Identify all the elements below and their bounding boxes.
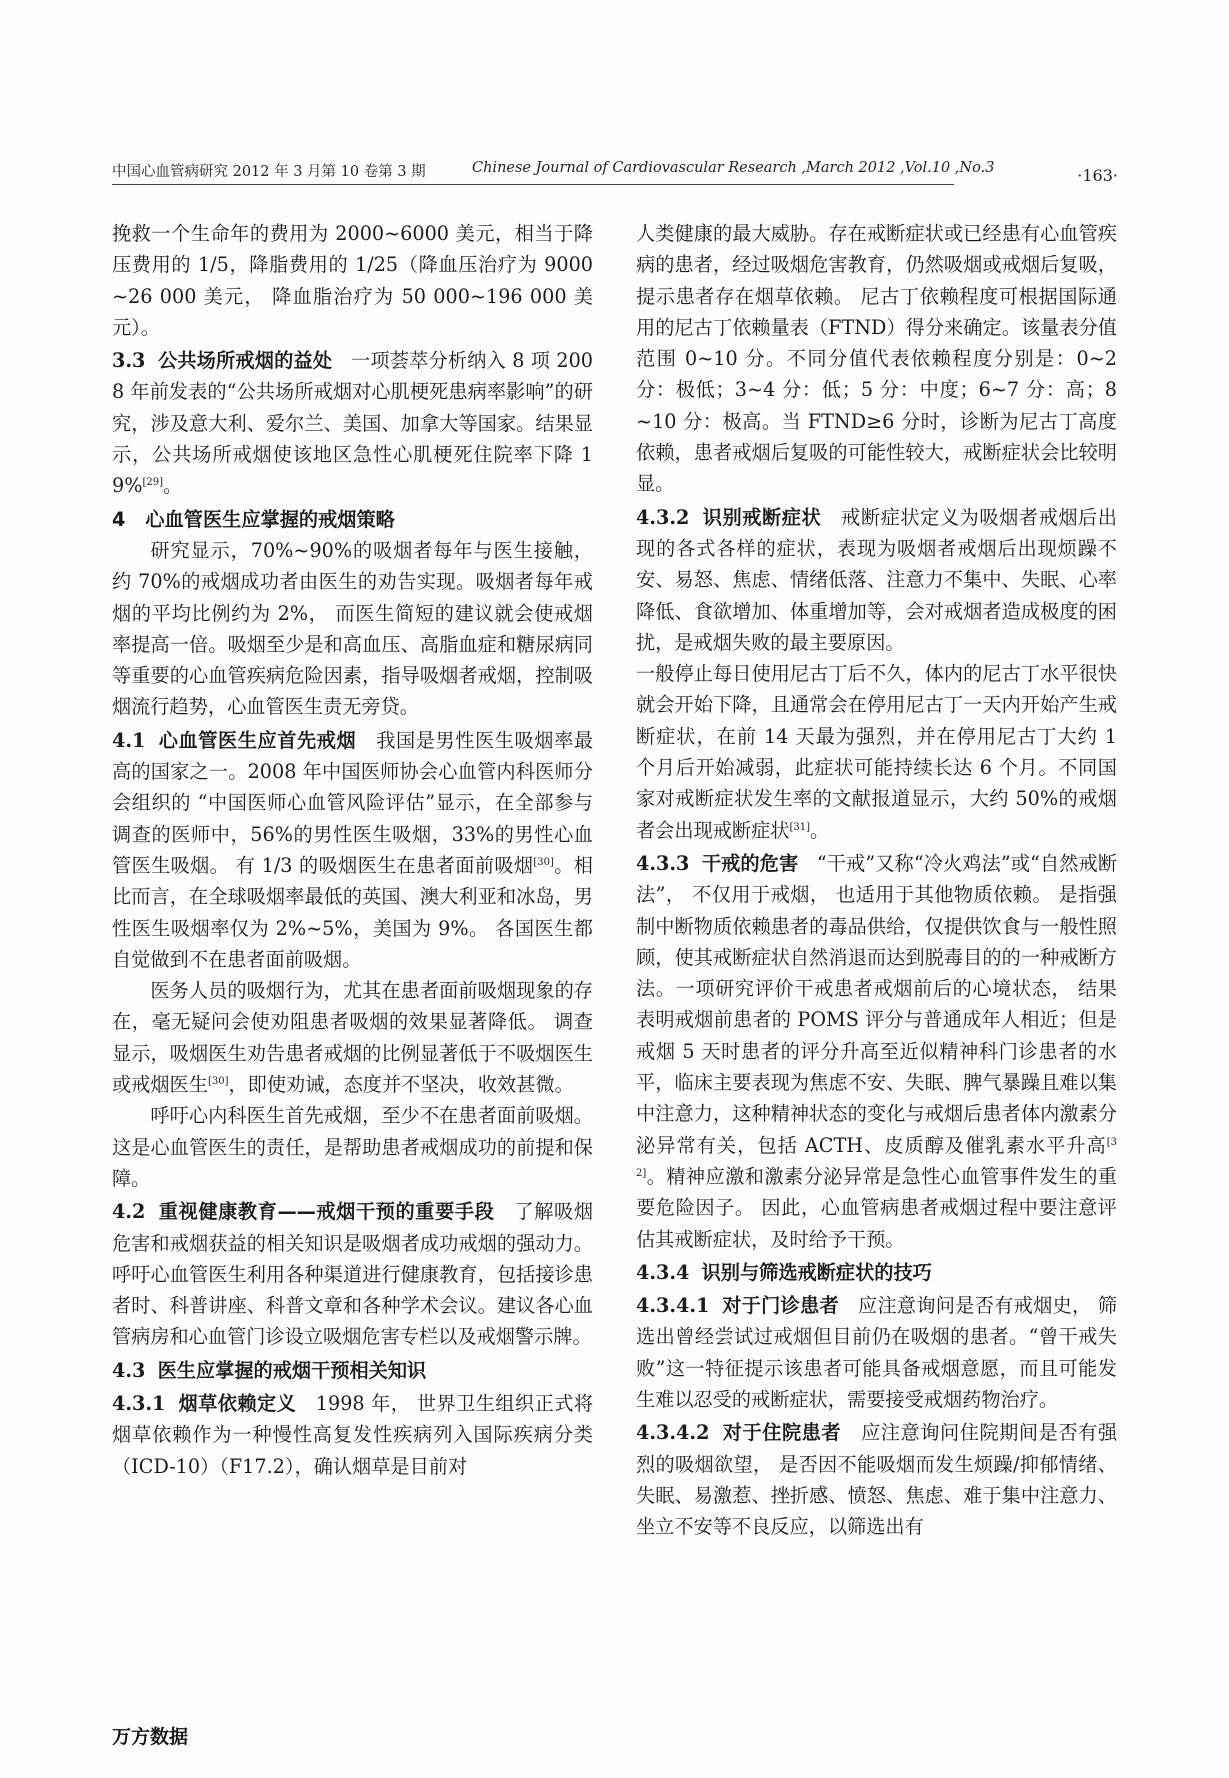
section-title: 对于住院患者 [722,1421,842,1445]
section-4-3-4-1 [636,1290,1117,1415]
section-title: 识别戒断症状 [702,505,822,529]
section-number: 4.3.1 [112,1391,166,1415]
paragraph-text: “干戒”又称“冷火鸡法”或“自然戒断法”， 不仅用于戒烟， 也适用于其他物质依赖。 是指强制中断物质依赖患者的毒品供给，仅提供饮食与一般性照顾，使其戒断症状自然消退而达到脱毒目的的一种戒断方法。一项研究评价干戒患者戒烟前后的心境状态， 结果表明戒烟前患者的 POMS 评分与普通成年人相近；但是戒烟 5 天时患者的评分升高至近似精神科门诊患者的水平，临床主要表现为焦虑不安、失眠、脾气暴躁且难以集中注意力，这种精神状态的变化与戒烟后患者体内激素分泌异常有关，包括 ACTH、皮质醇及催乳素水平升高 [636,851,1118,1157]
section-title: 烟草依赖定义 [178,1391,297,1415]
section-number: 4.3.4 [636,1260,690,1284]
paragraph: 挽救一个生命年的费用为 2000~6000 美元，相当于降压费用的 1/5，降脂费用的 1/25（降血压治疗为 9000~26 000 美元， 降血脂治疗为 50 000~196 000 美元）。 [112,222,593,339]
paragraph: 一般停止每日使用尼古丁后不久，体内的尼古丁水平很快就会开始下降，且通常会在停用尼古丁一天内开始产生戒断症状，在前 14 天最为强烈，并在停用尼古丁大约 1 个月后开始减弱，此症状可能持续长达 6 个月。不同国家对戒断症状发生率的文献报道显示，大约 50%的戒烟者会出现戒断症状[31]。 [636,662,1117,842]
paragraph-text: 我国是男性医生吸烟率最高的国家之一。2008 年中国医师协会心血管内科医师分会组织的 “中国医师心血管风险评估”显示，在全部参与调查的医师中，56%的男性医生吸烟，33%的男性心血管医生吸烟。 有 1/3 的吸烟医生在患者面前吸烟 [112,728,594,877]
section-number: 3.3 [112,349,146,373]
section-4-3-4 [636,1257,1117,1288]
section-title: 重视健康教育——戒烟干预的重要手段 [158,1200,495,1224]
paragraph-text: 1998 年， 世界卫生组织正式将烟草依赖作为一种慢性高复发性疾病列入国际疾病分类（ICD-10）（F17.2），确认烟草是目前对 [112,1391,594,1478]
section-title: 干戒的危害 [701,851,799,875]
page-number: ·163· [1077,166,1118,185]
section-number: 4.3.4.2 [636,1421,710,1445]
paragraph: 人类健康的最大威胁。存在戒断症状或已经患有心血管疾病的患者，经过吸烟危害教育，仍然吸烟或戒烟后复吸，提示患者存在烟草依赖。 尼古丁依赖程度可根据国际通用的尼古丁依赖量表（FTND）得分来确定。该量表分值范围 0~10 分。不同分值代表依赖程度分别是：0~2 分：极低；3~4 分：低；5 分：中度；6~7 分：高；8~10 分：极高。当 FTND≥6 分时，诊断为尼古丁高度依赖，患者戒烟后复吸的可能性较大，戒断症状会比较明显。 [636,222,1117,496]
section-number: 4.3 [112,1358,146,1382]
paragraph: 研究显示，70%~90%的吸烟者每年与医生接触，约 70%的戒烟成功者由医生的劝告实现。吸烟者每年戒烟的平均比例约为 2%， 而医生简短的建议就会使戒烟率提高一倍。吸烟至少是和高血压、高脂血症和糖尿病同等重要的心血管疾病危险因素，指导吸烟者戒烟，控制吸烟流行趋势，心血管医生责无旁贷。 [112,538,593,719]
citation: [32] [636,1136,1117,1179]
section-3-3: 3.3 公共场所戒烟的益处 一项荟萃分析纳入 8 项 2008 年前发表的“公共场所戒烟对心肌梗死患病率影响”的研究，涉及意大利、爱尔兰、美国、加拿大等国家。结果显示，公共场所戒烟使该地区急性心肌梗死住院率下降 19%[29]。 [112,349,593,498]
section-number: 4.3.4.1 [636,1294,710,1318]
section-4-3-2 [636,502,1117,658]
section-4-2 [112,1196,593,1352]
section-4-3-1 [112,1388,593,1482]
paragraph-text: 戒断症状定义为吸烟者戒烟后出现的各式各样的症状，表现为吸烟者戒烟后出现烦躁不安、易怒、焦虑、情绪低落、注意力不集中、失眠、心率降低、食欲增加、体重增加等，会对戒烟者造成极度的困扰，是戒烟失败的最主要原因。 [636,505,1117,654]
paragraph: 呼吁心内科医生首先戒烟，至少不在患者面前吸烟。这是心血管医生的责任，是帮助患者戒烟成功的前提和保障。 [112,1104,593,1190]
section-4-3-4-2 [636,1417,1117,1542]
paragraph-text: 应注意询问是否有戒烟史， 筛选出曾经尝试过戒烟但目前仍在吸烟的患者。“曾干戒失败”这一特征提示该患者可能具备戒烟意愿，而且可能发生难以忍受的戒断症状，需要接受戒烟药物治疗。 [636,1294,1117,1411]
section-4-1: 4.1 心血管医生应首先戒烟 我国是男性医生吸烟率最高的国家之一。2008 年中国医师协会心血管内科医师分会组织的 “中国医师心血管风险评估”显示，在全部参与调查的医师中，56%的男性医生吸烟，33%的男性心血管医生吸烟。 有 1/3 的吸烟医生在患者面前吸烟[30]。相比而言，在全球吸烟率最低的英国、澳大利亚和冰岛，男性医生吸烟率仅为 2%~5%，美国为 9%。 各国医生都自觉做到不在患者面前吸烟。 [112,728,594,971]
citation: [29] [142,477,163,489]
paragraph-text: 了解吸烟危害和戒烟获益的相关知识是吸烟者成功戒烟的强动力。呼吁心血管医生利用各种渠道进行健康教育，包括接诊患者时、科普讲座、科普文章和各种学术会议。建议各心血管病房和心血管门诊设立吸烟危害专栏以及戒烟警示牌。 [112,1200,594,1349]
section-number: 4.3.3 [636,851,690,875]
citation: [30] [533,856,554,868]
paragraph-text: 一项荟萃分析纳入 8 项 2008 年前发表的“公共场所戒烟对心肌梗死患病率影响”的研究，涉及意大利、爱尔兰、美国、加拿大等国家。结果显示，公共场所戒烟使该地区急性心肌梗死住院率下降 19% [112,349,593,498]
section-title: 医生应掌握的戒烟干预相关知识 [157,1358,427,1382]
section-number: 4.3.2 [636,505,690,529]
section-4-3-3: 4.3.3 干戒的危害 “干戒”又称“冷火鸡法”或“自然戒断法”， 不仅用于戒烟， 也适用于其他物质依赖。 是指强制中断物质依赖患者的毒品供给，仅提供饮食与一般性照顾，使其戒断症状自然消退而达到脱毒目的的一种戒断方法。一项研究评价干戒患者戒烟前后的心境状态， 结果表明戒烟前患者的 POMS 评分与普通成年人相近；但是戒烟 5 天时患者的评分升高至近似精神科门诊患者的水平，临床主要表现为焦虑不安、失眠、脾气暴躁且难以集中注意力，这种精神状态的变化与戒烟后患者体内激素分泌异常有关，包括 ACTH、皮质醇及催乳素水平升高[32]。精神应激和激素分泌异常是急性心血管事件发生的重要危险因子。 因此，心血管病患者戒烟过程中要注意评估其戒断症状，及时给予干预。 [636,851,1118,1251]
section-4-heading: 4 心血管医生应掌握的戒烟策略 [112,507,395,531]
citation: [31] [789,821,811,833]
paragraph: 医务人员的吸烟行为，尤其在患者面前吸烟现象的存在，毫无疑问会使劝阻患者吸烟的效果显著降低。 调查显示，吸烟医生劝告患者戒烟的比例显著低于不吸烟医生或戒烟医生[30]，即使劝诫，态度并不坚决，收效甚微。 [112,979,593,1097]
right-column [636,218,1117,1542]
section-title: 公共场所戒烟的益处 [157,349,333,373]
section-4-3 [112,1355,593,1386]
section-title: 对于门诊患者 [722,1294,839,1318]
section-title: 识别与筛选戒断症状的技巧 [701,1260,932,1284]
journal-title-en: Chinese Journal of Cardiovascular Research ,March 2012 ,Vol.10 ,No.3 [472,160,995,176]
section-number: 4.2 [112,1200,146,1224]
left-column [112,218,593,1482]
citation: [30] [207,1076,229,1088]
journal-title-cn: 中国心血管病研究 2012 年 3 月第 10 卷第 3 期 [112,164,426,180]
section-title: 心血管医生应首先戒烟 [158,728,357,752]
section-number: 4.1 [112,728,146,752]
paragraph-text: 应注意询问住院期间是否有强烈的吸烟欲望， 是否因不能吸烟而发生烦躁/抑郁情绪、失眠、易激惹、挫折感、愤怒、焦虑、难于集中注意力、坐立不安等不良反应，以筛选出有 [636,1421,1118,1539]
watermark: 万方数据 [112,1726,189,1748]
header-rule [112,184,954,185]
